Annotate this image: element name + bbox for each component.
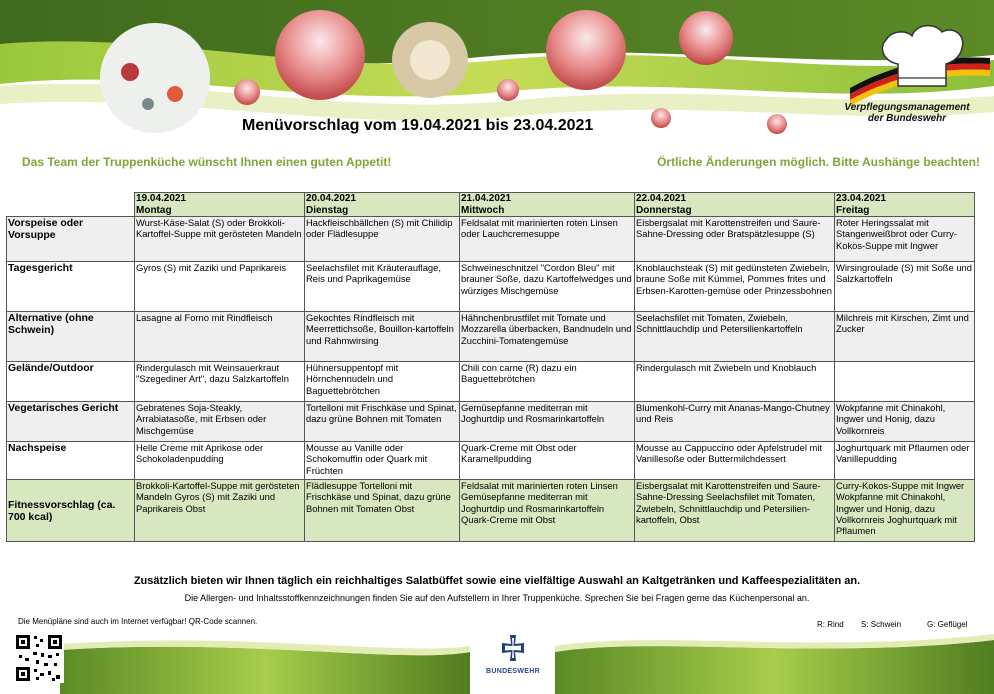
table-corner [7,193,135,217]
menu-cell: Gebratenes Soja-Steakly, Arrabiatasoße, mit Erbsen oder Mischgemüse [135,402,305,442]
menu-cell: Tortelloni mit Frischkäse und Spinat, dazu grüne Bohnen mit Tomaten [305,402,460,442]
table-row [7,217,975,262]
table-row [7,402,975,442]
menu-cell: Roter Heringssalat mit Stangenweißbrot oder Curry-Kokos-Suppe mit Ingwer [835,217,975,262]
brand-line-2: der Bundeswehr [867,113,947,124]
menu-cell: Feldsalat mit marinierten roten Linsen oder Lauchcremesuppe [460,217,635,262]
table-row [7,312,975,362]
menu-cell: Mousse au Cappuccino oder Apfelstrudel mit Vanillesoße oder Buttermilchdessert [635,442,835,480]
menu-cell: Curry-Kokos-Suppe mit Ingwer Wokpfanne mit Chinakohl, Ingwer und Honig, dazu Vollkornreis Joghurtquark mit Pflaumen [835,480,975,542]
legend-gefluegel: G: Geflügel [927,620,968,629]
table-row [7,262,975,312]
qr-code[interactable] [14,633,64,683]
menu-cell: Wurst-Käse-Salat (S) oder Brokkoli-Kartoffel-Suppe mit gerösteten Mandeln [135,217,305,262]
table-row [7,480,975,542]
allergen-note: Die Allergen- und Inhaltsstoffkennzeichnungen finden Sie auf den Aufstellern in Ihrer Truppenküche. Sprechen Sie bei Fragen gerne das Küchenpersonal an. [184,593,810,603]
menu-cell: Blumenkohl-Curry mit Ananas-Mango-Chutney und Reis [635,402,835,442]
menu-cell [835,362,975,402]
menu-cell: Hackfleischbällchen (S) mit Chilidip oder Flädlesuppe [305,217,460,262]
page-title: Menüvorschlag vom 19.04.2021 bis 23.04.2021 [242,117,594,134]
row-label: Gelände/Outdoor [7,362,135,402]
day-header-friday: 23.04.2021 Freitag [835,193,975,217]
menu-cell: Rindergulasch mit Zwiebeln und Knoblauch [635,362,835,402]
table-header-row [7,193,975,217]
greeting-text: Das Team der Truppenküche wünscht Ihnen einen guten Appetit! [22,155,392,169]
menu-cell: Gekochtes Rindfleisch mit Meerrettichsoße, Bouillon-kartoffeln und Rahmwirsing [305,312,460,362]
menu-cell: Mousse au Vanille oder Schokomuffin oder Quark mit Früchten [305,442,460,480]
menu-cell: Wirsingroulade (S) mit Soße und Salzkartoffeln [835,262,975,312]
menu-cell: Hähnchenbrustfilet mit Tomate und Mozzarella überbacken, Bandnudeln und Zucchini-Tomatengemüse [460,312,635,362]
row-label: Nachspeise [7,442,135,480]
menu-cell: Eisbergsalat mit Karottenstreifen und Saure-Sahne-Dressing oder Bratspätzlesuppe (S) [635,217,835,262]
brand-logo-text [832,102,982,124]
menu-cell: Feldsalat mit marinierten roten Linsen Gemüsepfanne mediterran mit Joghurtdip und Rosmarinkartoffeln Quark-Creme mit Obst [460,480,635,542]
menu-cell: Flädlesuppe Tortelloni mit Frischkäse und Spinat, dazu grüne Bohnen mit Tomaten Obst [305,480,460,542]
menu-cell: Eisbergsalat mit Karottenstreifen und Saure-Sahne-Dressing Seelachsfilet mit Tomaten, Zwiebeln, Schnittlauchdip und Petersilien-kartoffeln, Obst [635,480,835,542]
menu-cell: Gyros (S) mit Zaziki und Paprikareis [135,262,305,312]
menu-cell: Gemüsepfanne mediterran mit Joghurtdip und Rosmarinkartoffeln [460,402,635,442]
bundeswehr-label: BUNDESWEHR [486,668,540,675]
row-label: Alternative (ohne Schwein) [7,312,135,362]
menu-cell: Knoblauchsteak (S) mit gedünsteten Zwiebeln, braune Soße mit Kümmel, Pommes frites und Erbsen-Karotten-gemüse oder Prinzessbohnen [635,262,835,312]
menu-cell: Brokkoli-Kartoffel-Suppe mit gerösteten Mandeln Gyros (S) mit Zaziki und Paprikareis Obst [135,480,305,542]
salad-buffet-note: Zusätzlich bieten wir Ihnen täglich ein reichhaltiges Salatbüffet sowie eine vielfältige Auswahl an Kaltgetränken und Kaffeespezialitäten an. [133,575,861,587]
legend-rind: R: Rind [817,620,844,629]
row-label: Fitnessvorschlag (ca. 700 kcal) [7,480,135,542]
online-note: Die Menüpläne sind auch im Internet verfügbar! QR-Code scannen. [18,617,258,626]
row-label: Tagesgericht [7,262,135,312]
menu-table [6,192,975,542]
legend-schwein: S: Schwein [861,620,902,629]
change-notice: Örtliche Änderungen möglich. Bitte Aushänge beachten! [657,155,980,169]
menu-cell: Hühnersuppentopf mit Hörnchennudeln und Baguettebrötchen [305,362,460,402]
day-header-tuesday: 20.04.2021 Dienstag [305,193,460,217]
food-photo-left [100,23,210,133]
menu-cell: Seelachsfilet mit Tomaten, Zwiebeln, Schnittlauchdip und Petersilienkartoffeln [635,312,835,362]
row-label: Vorspeise oder Vorsuppe [7,217,135,262]
table-row [7,362,975,402]
bundeswehr-logo [483,633,543,675]
menu-cell: Seelachsfilet mit Kräuterauflage, Reis und Paprikagemüse [305,262,460,312]
day-header-thursday: 22.04.2021 Donnerstag [635,193,835,217]
table-row [7,442,975,480]
menu-cell: Wokpfanne mit Chinakohl, Ingwer und Honig, dazu Vollkornreis [835,402,975,442]
menu-cell: Lasagne al Forno mit Rindfleisch [135,312,305,362]
menu-cell: Rindergulasch mit Weinsauerkraut "Szegediner Art", dazu Salzkartoffeln [135,362,305,402]
menu-cell: Milchreis mit Kirschen, Zimt und Zucker [835,312,975,362]
brand-line-1: Verpflegungsmanagement [844,102,970,113]
day-header-wednesday: 21.04.2021 Mittwoch [460,193,635,217]
day-header-monday: 19.04.2021 Montag [135,193,305,217]
menu-cell: Helle Creme mit Aprikose oder Schokoladenpudding [135,442,305,480]
iron-cross-icon [498,633,528,663]
menu-cell: Schweineschnitzel "Cordon Bleu" mit brauner Soße, dazu Kartoffelwedges und würziges Mischgemüse [460,262,635,312]
menu-cell: Quark-Creme mit Obst oder Karamellpudding [460,442,635,480]
menu-cell: Chili con carne (R) dazu ein Baguettebrötchen [460,362,635,402]
menu-cell: Joghurtquark mit Pflaumen oder Vanillepudding [835,442,975,480]
row-label: Vegetarisches Gericht [7,402,135,442]
